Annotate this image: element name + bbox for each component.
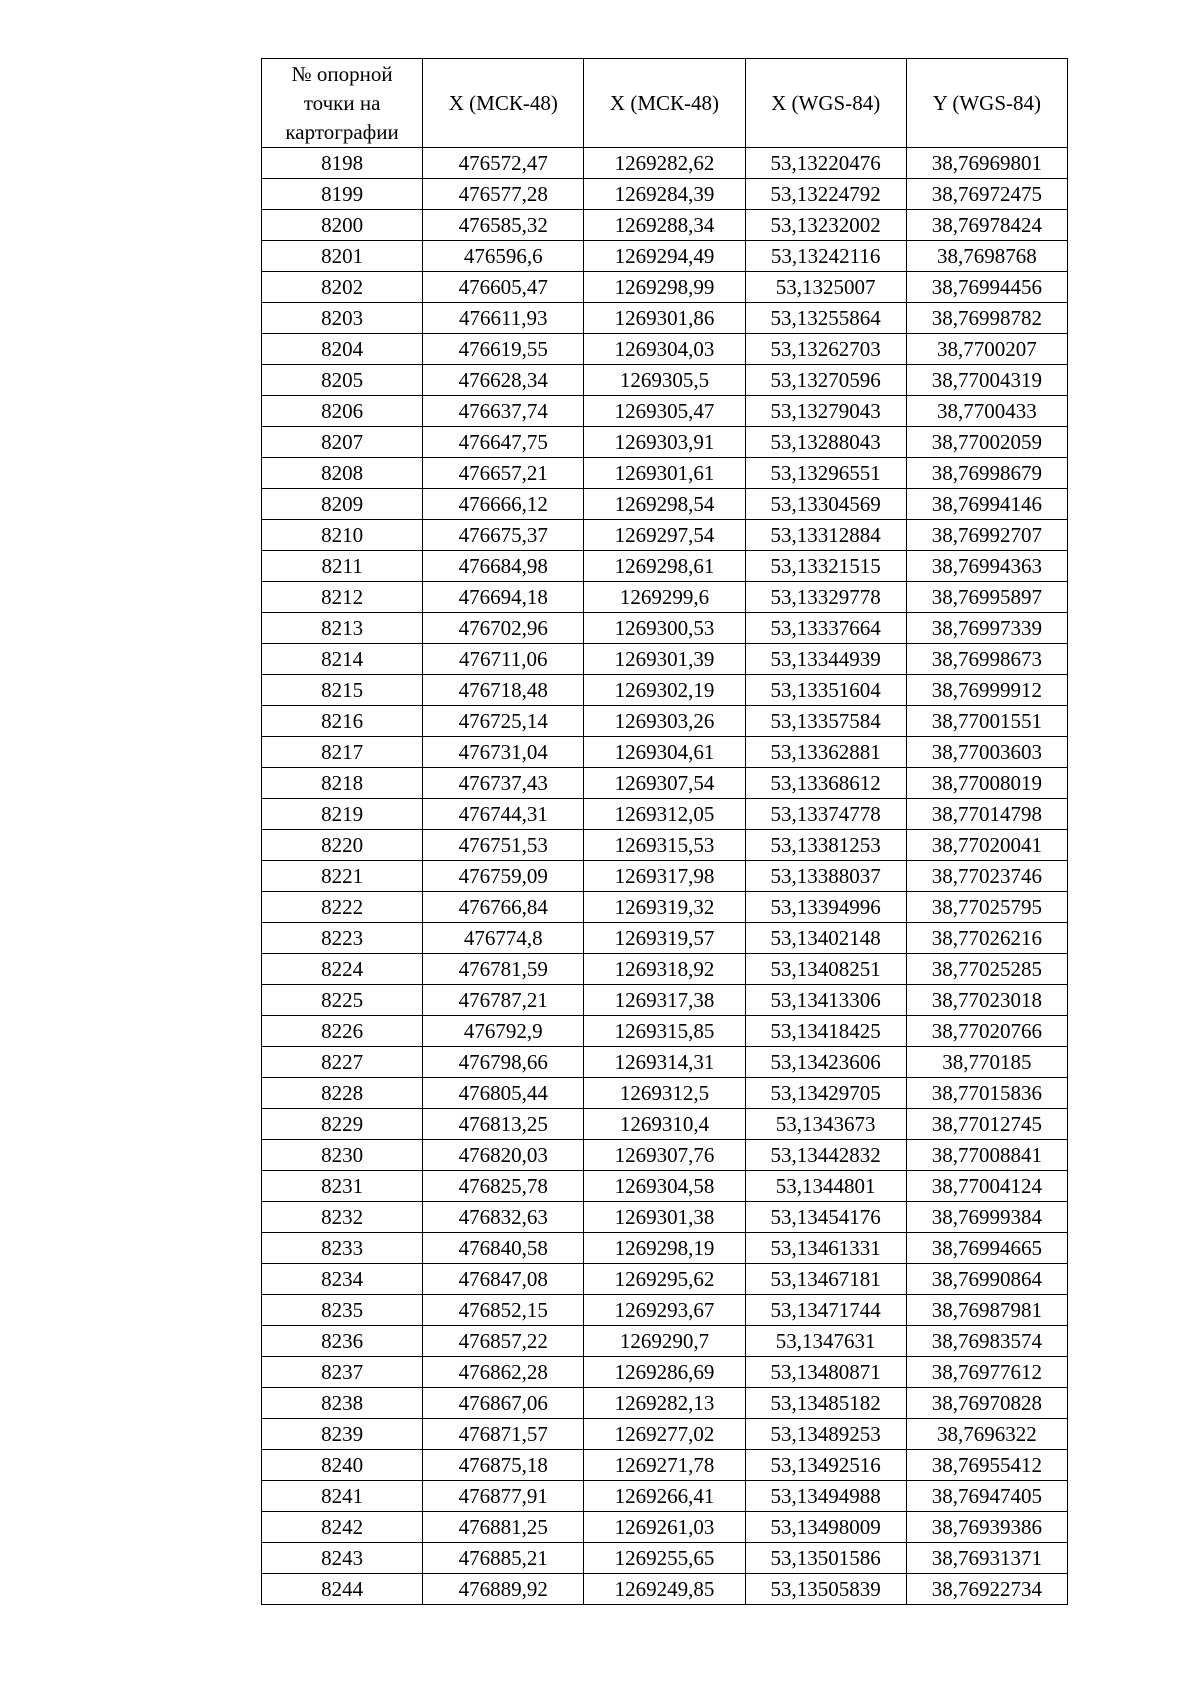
cell-x-msk-1: 476611,93 bbox=[423, 303, 584, 334]
cell-y-wgs: 38,76994146 bbox=[906, 489, 1067, 520]
table-row bbox=[262, 1171, 1068, 1202]
cell-x-msk-1: 476885,21 bbox=[423, 1543, 584, 1574]
cell-point-number: 8224 bbox=[262, 954, 423, 985]
cell-point-number: 8222 bbox=[262, 892, 423, 923]
cell-y-wgs: 38,77002059 bbox=[906, 427, 1067, 458]
cell-y-wgs: 38,76994665 bbox=[906, 1233, 1067, 1264]
cell-x-wgs: 53,13279043 bbox=[745, 396, 906, 427]
cell-point-number: 8207 bbox=[262, 427, 423, 458]
cell-y-wgs: 38,76972475 bbox=[906, 179, 1067, 210]
cell-x-msk-2: 1269297,54 bbox=[584, 520, 745, 551]
cell-y-wgs: 38,7700207 bbox=[906, 334, 1067, 365]
cell-x-wgs: 53,13408251 bbox=[745, 954, 906, 985]
cell-x-wgs: 53,13357584 bbox=[745, 706, 906, 737]
cell-point-number: 8215 bbox=[262, 675, 423, 706]
cell-x-msk-1: 476711,06 bbox=[423, 644, 584, 675]
table-row bbox=[262, 1295, 1068, 1326]
cell-point-number: 8236 bbox=[262, 1326, 423, 1357]
table-row bbox=[262, 582, 1068, 613]
cell-point-number: 8239 bbox=[262, 1419, 423, 1450]
cell-y-wgs: 38,77003603 bbox=[906, 737, 1067, 768]
cell-x-msk-2: 1269319,32 bbox=[584, 892, 745, 923]
cell-x-msk-2: 1269299,6 bbox=[584, 582, 745, 613]
cell-point-number: 8198 bbox=[262, 148, 423, 179]
cell-x-wgs: 53,13337664 bbox=[745, 613, 906, 644]
cell-y-wgs: 38,76931371 bbox=[906, 1543, 1067, 1574]
cell-x-wgs: 53,13242116 bbox=[745, 241, 906, 272]
cell-y-wgs: 38,76987981 bbox=[906, 1295, 1067, 1326]
cell-x-msk-1: 476751,53 bbox=[423, 830, 584, 861]
cell-x-wgs: 53,13498009 bbox=[745, 1512, 906, 1543]
cell-point-number: 8212 bbox=[262, 582, 423, 613]
cell-x-msk-1: 476857,22 bbox=[423, 1326, 584, 1357]
header-point-line-3: картографии bbox=[285, 119, 399, 144]
cell-x-msk-2: 1269304,03 bbox=[584, 334, 745, 365]
cell-x-wgs: 53,13321515 bbox=[745, 551, 906, 582]
cell-point-number: 8202 bbox=[262, 272, 423, 303]
cell-x-msk-2: 1269266,41 bbox=[584, 1481, 745, 1512]
table-row bbox=[262, 1419, 1068, 1450]
cell-x-msk-2: 1269312,05 bbox=[584, 799, 745, 830]
table-row bbox=[262, 985, 1068, 1016]
table-row bbox=[262, 489, 1068, 520]
cell-point-number: 8230 bbox=[262, 1140, 423, 1171]
cell-x-msk-2: 1269293,67 bbox=[584, 1295, 745, 1326]
cell-x-msk-2: 1269317,98 bbox=[584, 861, 745, 892]
table-row bbox=[262, 1512, 1068, 1543]
cell-x-wgs: 53,13467181 bbox=[745, 1264, 906, 1295]
cell-x-msk-2: 1269295,62 bbox=[584, 1264, 745, 1295]
cell-x-wgs: 53,13368612 bbox=[745, 768, 906, 799]
table-row bbox=[262, 179, 1068, 210]
cell-x-msk-1: 476867,06 bbox=[423, 1388, 584, 1419]
cell-y-wgs: 38,77020766 bbox=[906, 1016, 1067, 1047]
cell-point-number: 8204 bbox=[262, 334, 423, 365]
cell-x-wgs: 53,13220476 bbox=[745, 148, 906, 179]
cell-y-wgs: 38,77026216 bbox=[906, 923, 1067, 954]
cell-x-msk-1: 476702,96 bbox=[423, 613, 584, 644]
cell-x-wgs: 53,13485182 bbox=[745, 1388, 906, 1419]
cell-x-msk-2: 1269284,39 bbox=[584, 179, 745, 210]
table-row bbox=[262, 365, 1068, 396]
cell-y-wgs: 38,76977612 bbox=[906, 1357, 1067, 1388]
cell-x-msk-2: 1269294,49 bbox=[584, 241, 745, 272]
cell-x-wgs: 53,13304569 bbox=[745, 489, 906, 520]
cell-y-wgs: 38,77020041 bbox=[906, 830, 1067, 861]
cell-x-msk-2: 1269314,31 bbox=[584, 1047, 745, 1078]
cell-point-number: 8238 bbox=[262, 1388, 423, 1419]
cell-y-wgs: 38,76978424 bbox=[906, 210, 1067, 241]
table-row bbox=[262, 644, 1068, 675]
cell-x-msk-1: 476605,47 bbox=[423, 272, 584, 303]
cell-point-number: 8226 bbox=[262, 1016, 423, 1047]
cell-point-number: 8208 bbox=[262, 458, 423, 489]
cell-x-msk-1: 476798,66 bbox=[423, 1047, 584, 1078]
table-row bbox=[262, 272, 1068, 303]
cell-x-msk-2: 1269303,26 bbox=[584, 706, 745, 737]
cell-point-number: 8216 bbox=[262, 706, 423, 737]
cell-x-msk-1: 476718,48 bbox=[423, 675, 584, 706]
table-row bbox=[262, 1326, 1068, 1357]
cell-x-wgs: 53,13288043 bbox=[745, 427, 906, 458]
header-x-msk-2: X (МСК-48) bbox=[584, 59, 745, 148]
cell-point-number: 8220 bbox=[262, 830, 423, 861]
cell-x-wgs: 53,13423606 bbox=[745, 1047, 906, 1078]
header-point-line-2: точки на bbox=[303, 90, 381, 115]
cell-x-msk-2: 1269288,34 bbox=[584, 210, 745, 241]
cell-point-number: 8223 bbox=[262, 923, 423, 954]
cell-x-msk-2: 1269303,91 bbox=[584, 427, 745, 458]
cell-x-wgs: 53,13454176 bbox=[745, 1202, 906, 1233]
cell-x-msk-2: 1269315,85 bbox=[584, 1016, 745, 1047]
cell-point-number: 8241 bbox=[262, 1481, 423, 1512]
table-row bbox=[262, 241, 1068, 272]
cell-x-msk-1: 476792,9 bbox=[423, 1016, 584, 1047]
cell-y-wgs: 38,77004319 bbox=[906, 365, 1067, 396]
cell-y-wgs: 38,77025285 bbox=[906, 954, 1067, 985]
cell-x-msk-1: 476759,09 bbox=[423, 861, 584, 892]
cell-x-msk-1: 476637,74 bbox=[423, 396, 584, 427]
cell-x-msk-2: 1269307,76 bbox=[584, 1140, 745, 1171]
cell-y-wgs: 38,77023746 bbox=[906, 861, 1067, 892]
table-row bbox=[262, 675, 1068, 706]
cell-y-wgs: 38,77014798 bbox=[906, 799, 1067, 830]
cell-x-msk-1: 476787,21 bbox=[423, 985, 584, 1016]
table-body bbox=[262, 148, 1068, 1605]
cell-y-wgs: 38,77001551 bbox=[906, 706, 1067, 737]
header-row bbox=[262, 59, 1068, 148]
cell-x-msk-1: 476781,59 bbox=[423, 954, 584, 985]
header-x-wgs: X (WGS-84) bbox=[745, 59, 906, 148]
cell-y-wgs: 38,7698768 bbox=[906, 241, 1067, 272]
cell-x-msk-1: 476596,6 bbox=[423, 241, 584, 272]
cell-y-wgs: 38,76998782 bbox=[906, 303, 1067, 334]
cell-x-msk-2: 1269307,54 bbox=[584, 768, 745, 799]
cell-x-msk-2: 1269298,61 bbox=[584, 551, 745, 582]
cell-y-wgs: 38,76998673 bbox=[906, 644, 1067, 675]
cell-point-number: 8209 bbox=[262, 489, 423, 520]
cell-y-wgs: 38,76947405 bbox=[906, 1481, 1067, 1512]
table-row bbox=[262, 1264, 1068, 1295]
table-header bbox=[262, 59, 1068, 148]
cell-x-wgs: 53,13362881 bbox=[745, 737, 906, 768]
cell-y-wgs: 38,76998679 bbox=[906, 458, 1067, 489]
cell-x-msk-2: 1269317,38 bbox=[584, 985, 745, 1016]
cell-point-number: 8200 bbox=[262, 210, 423, 241]
cell-point-number: 8232 bbox=[262, 1202, 423, 1233]
cell-point-number: 8244 bbox=[262, 1574, 423, 1605]
cell-point-number: 8205 bbox=[262, 365, 423, 396]
table-row bbox=[262, 551, 1068, 582]
cell-y-wgs: 38,76994456 bbox=[906, 272, 1067, 303]
cell-x-msk-1: 476744,31 bbox=[423, 799, 584, 830]
table-row bbox=[262, 1388, 1068, 1419]
cell-point-number: 8242 bbox=[262, 1512, 423, 1543]
cell-x-msk-1: 476840,58 bbox=[423, 1233, 584, 1264]
cell-y-wgs: 38,76999384 bbox=[906, 1202, 1067, 1233]
table-row bbox=[262, 1574, 1068, 1605]
cell-y-wgs: 38,77023018 bbox=[906, 985, 1067, 1016]
cell-y-wgs: 38,76992707 bbox=[906, 520, 1067, 551]
cell-x-msk-1: 476675,37 bbox=[423, 520, 584, 551]
cell-x-wgs: 53,13388037 bbox=[745, 861, 906, 892]
cell-x-wgs: 53,13413306 bbox=[745, 985, 906, 1016]
cell-point-number: 8227 bbox=[262, 1047, 423, 1078]
cell-x-wgs: 53,13232002 bbox=[745, 210, 906, 241]
cell-point-number: 8243 bbox=[262, 1543, 423, 1574]
cell-x-msk-1: 476813,25 bbox=[423, 1109, 584, 1140]
cell-x-wgs: 53,13224792 bbox=[745, 179, 906, 210]
cell-x-msk-2: 1269305,5 bbox=[584, 365, 745, 396]
cell-x-msk-1: 476657,21 bbox=[423, 458, 584, 489]
cell-x-msk-1: 476889,92 bbox=[423, 1574, 584, 1605]
cell-x-wgs: 53,13494988 bbox=[745, 1481, 906, 1512]
cell-x-wgs: 53,13351604 bbox=[745, 675, 906, 706]
cell-y-wgs: 38,76969801 bbox=[906, 148, 1067, 179]
table-row bbox=[262, 1140, 1068, 1171]
cell-point-number: 8206 bbox=[262, 396, 423, 427]
cell-y-wgs: 38,77004124 bbox=[906, 1171, 1067, 1202]
table-row bbox=[262, 799, 1068, 830]
cell-x-wgs: 53,13418425 bbox=[745, 1016, 906, 1047]
cell-point-number: 8213 bbox=[262, 613, 423, 644]
cell-x-wgs: 53,13312884 bbox=[745, 520, 906, 551]
cell-point-number: 8234 bbox=[262, 1264, 423, 1295]
table-row bbox=[262, 737, 1068, 768]
cell-x-wgs: 53,13489253 bbox=[745, 1419, 906, 1450]
cell-x-msk-1: 476666,12 bbox=[423, 489, 584, 520]
table-row bbox=[262, 861, 1068, 892]
cell-x-msk-2: 1269298,19 bbox=[584, 1233, 745, 1264]
cell-x-msk-1: 476820,03 bbox=[423, 1140, 584, 1171]
cell-x-msk-1: 476774,8 bbox=[423, 923, 584, 954]
cell-y-wgs: 38,76990864 bbox=[906, 1264, 1067, 1295]
cell-x-msk-1: 476725,14 bbox=[423, 706, 584, 737]
cell-x-wgs: 53,13471744 bbox=[745, 1295, 906, 1326]
table-row bbox=[262, 1047, 1068, 1078]
cell-y-wgs: 38,7696322 bbox=[906, 1419, 1067, 1450]
cell-x-wgs: 53,13381253 bbox=[745, 830, 906, 861]
cell-point-number: 8199 bbox=[262, 179, 423, 210]
table-row bbox=[262, 706, 1068, 737]
cell-x-msk-1: 476619,55 bbox=[423, 334, 584, 365]
cell-x-msk-2: 1269282,13 bbox=[584, 1388, 745, 1419]
cell-x-msk-2: 1269304,58 bbox=[584, 1171, 745, 1202]
cell-x-msk-1: 476694,18 bbox=[423, 582, 584, 613]
table-row bbox=[262, 830, 1068, 861]
coordinates-table bbox=[261, 58, 1068, 1605]
table-row bbox=[262, 1543, 1068, 1574]
cell-x-msk-1: 476852,15 bbox=[423, 1295, 584, 1326]
cell-point-number: 8203 bbox=[262, 303, 423, 334]
cell-x-msk-1: 476862,28 bbox=[423, 1357, 584, 1388]
cell-x-wgs: 53,13442832 bbox=[745, 1140, 906, 1171]
cell-y-wgs: 38,76997339 bbox=[906, 613, 1067, 644]
cell-point-number: 8210 bbox=[262, 520, 423, 551]
cell-x-msk-2: 1269301,38 bbox=[584, 1202, 745, 1233]
cell-y-wgs: 38,77012745 bbox=[906, 1109, 1067, 1140]
table-row bbox=[262, 148, 1068, 179]
cell-point-number: 8219 bbox=[262, 799, 423, 830]
cell-point-number: 8211 bbox=[262, 551, 423, 582]
cell-x-wgs: 53,13480871 bbox=[745, 1357, 906, 1388]
cell-x-msk-2: 1269301,86 bbox=[584, 303, 745, 334]
cell-x-msk-1: 476881,25 bbox=[423, 1512, 584, 1543]
cell-x-msk-2: 1269300,53 bbox=[584, 613, 745, 644]
header-x-msk-1: X (МСК-48) bbox=[423, 59, 584, 148]
cell-x-wgs: 53,1343673 bbox=[745, 1109, 906, 1140]
table-row bbox=[262, 303, 1068, 334]
cell-x-msk-1: 476847,08 bbox=[423, 1264, 584, 1295]
table-row bbox=[262, 613, 1068, 644]
cell-point-number: 8229 bbox=[262, 1109, 423, 1140]
cell-x-msk-1: 476731,04 bbox=[423, 737, 584, 768]
cell-x-msk-2: 1269310,4 bbox=[584, 1109, 745, 1140]
cell-x-msk-2: 1269249,85 bbox=[584, 1574, 745, 1605]
cell-x-msk-2: 1269319,57 bbox=[584, 923, 745, 954]
cell-point-number: 8240 bbox=[262, 1450, 423, 1481]
cell-y-wgs: 38,76939386 bbox=[906, 1512, 1067, 1543]
cell-x-msk-2: 1269305,47 bbox=[584, 396, 745, 427]
cell-x-wgs: 53,1344801 bbox=[745, 1171, 906, 1202]
cell-x-msk-1: 476647,75 bbox=[423, 427, 584, 458]
cell-point-number: 8221 bbox=[262, 861, 423, 892]
cell-x-msk-2: 1269255,65 bbox=[584, 1543, 745, 1574]
cell-x-wgs: 53,1347631 bbox=[745, 1326, 906, 1357]
cell-x-wgs: 53,13505839 bbox=[745, 1574, 906, 1605]
cell-y-wgs: 38,76995897 bbox=[906, 582, 1067, 613]
table-row bbox=[262, 1078, 1068, 1109]
cell-y-wgs: 38,770185 bbox=[906, 1047, 1067, 1078]
table-row bbox=[262, 1016, 1068, 1047]
table-row bbox=[262, 210, 1068, 241]
cell-x-wgs: 53,13255864 bbox=[745, 303, 906, 334]
cell-x-msk-2: 1269271,78 bbox=[584, 1450, 745, 1481]
cell-x-msk-2: 1269298,99 bbox=[584, 272, 745, 303]
cell-x-msk-2: 1269261,03 bbox=[584, 1512, 745, 1543]
cell-x-msk-1: 476877,91 bbox=[423, 1481, 584, 1512]
table-row bbox=[262, 458, 1068, 489]
cell-x-wgs: 53,13501586 bbox=[745, 1543, 906, 1574]
cell-y-wgs: 38,77015836 bbox=[906, 1078, 1067, 1109]
cell-point-number: 8201 bbox=[262, 241, 423, 272]
cell-x-msk-2: 1269290,7 bbox=[584, 1326, 745, 1357]
cell-x-wgs: 53,13344939 bbox=[745, 644, 906, 675]
cell-x-msk-1: 476875,18 bbox=[423, 1450, 584, 1481]
cell-y-wgs: 38,76955412 bbox=[906, 1450, 1067, 1481]
cell-x-msk-1: 476585,32 bbox=[423, 210, 584, 241]
table-row bbox=[262, 334, 1068, 365]
table-row bbox=[262, 427, 1068, 458]
table-row bbox=[262, 1109, 1068, 1140]
table-row bbox=[262, 768, 1068, 799]
cell-y-wgs: 38,7700433 bbox=[906, 396, 1067, 427]
cell-x-msk-2: 1269318,92 bbox=[584, 954, 745, 985]
cell-x-wgs: 53,13429705 bbox=[745, 1078, 906, 1109]
table-row bbox=[262, 923, 1068, 954]
cell-x-msk-1: 476628,34 bbox=[423, 365, 584, 396]
cell-x-wgs: 53,13296551 bbox=[745, 458, 906, 489]
cell-point-number: 8235 bbox=[262, 1295, 423, 1326]
table-row bbox=[262, 520, 1068, 551]
cell-y-wgs: 38,77008019 bbox=[906, 768, 1067, 799]
cell-point-number: 8237 bbox=[262, 1357, 423, 1388]
table-row bbox=[262, 396, 1068, 427]
table-row bbox=[262, 1357, 1068, 1388]
cell-x-msk-2: 1269282,62 bbox=[584, 148, 745, 179]
cell-x-wgs: 53,13270596 bbox=[745, 365, 906, 396]
cell-x-wgs: 53,13461331 bbox=[745, 1233, 906, 1264]
table-row bbox=[262, 1481, 1068, 1512]
cell-x-msk-1: 476871,57 bbox=[423, 1419, 584, 1450]
table-row bbox=[262, 954, 1068, 985]
cell-x-wgs: 53,13492516 bbox=[745, 1450, 906, 1481]
cell-x-msk-2: 1269286,69 bbox=[584, 1357, 745, 1388]
cell-point-number: 8225 bbox=[262, 985, 423, 1016]
header-point-line-1: № опорной bbox=[291, 61, 393, 86]
cell-x-wgs: 53,13394996 bbox=[745, 892, 906, 923]
table-row bbox=[262, 1233, 1068, 1264]
cell-x-msk-2: 1269304,61 bbox=[584, 737, 745, 768]
cell-point-number: 8218 bbox=[262, 768, 423, 799]
cell-x-msk-1: 476577,28 bbox=[423, 179, 584, 210]
cell-y-wgs: 38,76983574 bbox=[906, 1326, 1067, 1357]
cell-x-msk-2: 1269298,54 bbox=[584, 489, 745, 520]
cell-y-wgs: 38,77025795 bbox=[906, 892, 1067, 923]
cell-x-msk-2: 1269301,61 bbox=[584, 458, 745, 489]
cell-y-wgs: 38,76999912 bbox=[906, 675, 1067, 706]
cell-y-wgs: 38,76922734 bbox=[906, 1574, 1067, 1605]
cell-x-msk-1: 476805,44 bbox=[423, 1078, 584, 1109]
cell-x-msk-2: 1269302,19 bbox=[584, 675, 745, 706]
cell-x-wgs: 53,13374778 bbox=[745, 799, 906, 830]
cell-x-msk-2: 1269301,39 bbox=[584, 644, 745, 675]
header-y-wgs: Y (WGS-84) bbox=[906, 59, 1067, 148]
cell-x-msk-1: 476572,47 bbox=[423, 148, 584, 179]
cell-x-msk-1: 476832,63 bbox=[423, 1202, 584, 1233]
cell-x-msk-1: 476825,78 bbox=[423, 1171, 584, 1202]
cell-x-msk-2: 1269315,53 bbox=[584, 830, 745, 861]
cell-point-number: 8231 bbox=[262, 1171, 423, 1202]
cell-x-wgs: 53,1325007 bbox=[745, 272, 906, 303]
cell-x-wgs: 53,13402148 bbox=[745, 923, 906, 954]
cell-x-msk-1: 476737,43 bbox=[423, 768, 584, 799]
cell-point-number: 8228 bbox=[262, 1078, 423, 1109]
cell-y-wgs: 38,76970828 bbox=[906, 1388, 1067, 1419]
cell-point-number: 8217 bbox=[262, 737, 423, 768]
table-row bbox=[262, 892, 1068, 923]
cell-x-msk-2: 1269312,5 bbox=[584, 1078, 745, 1109]
table-row bbox=[262, 1450, 1068, 1481]
header-point-number bbox=[262, 59, 423, 148]
cell-x-msk-1: 476766,84 bbox=[423, 892, 584, 923]
cell-x-msk-1: 476684,98 bbox=[423, 551, 584, 582]
cell-point-number: 8214 bbox=[262, 644, 423, 675]
cell-point-number: 8233 bbox=[262, 1233, 423, 1264]
cell-x-msk-2: 1269277,02 bbox=[584, 1419, 745, 1450]
cell-x-wgs: 53,13262703 bbox=[745, 334, 906, 365]
cell-x-wgs: 53,13329778 bbox=[745, 582, 906, 613]
cell-y-wgs: 38,77008841 bbox=[906, 1140, 1067, 1171]
table-row bbox=[262, 1202, 1068, 1233]
cell-y-wgs: 38,76994363 bbox=[906, 551, 1067, 582]
